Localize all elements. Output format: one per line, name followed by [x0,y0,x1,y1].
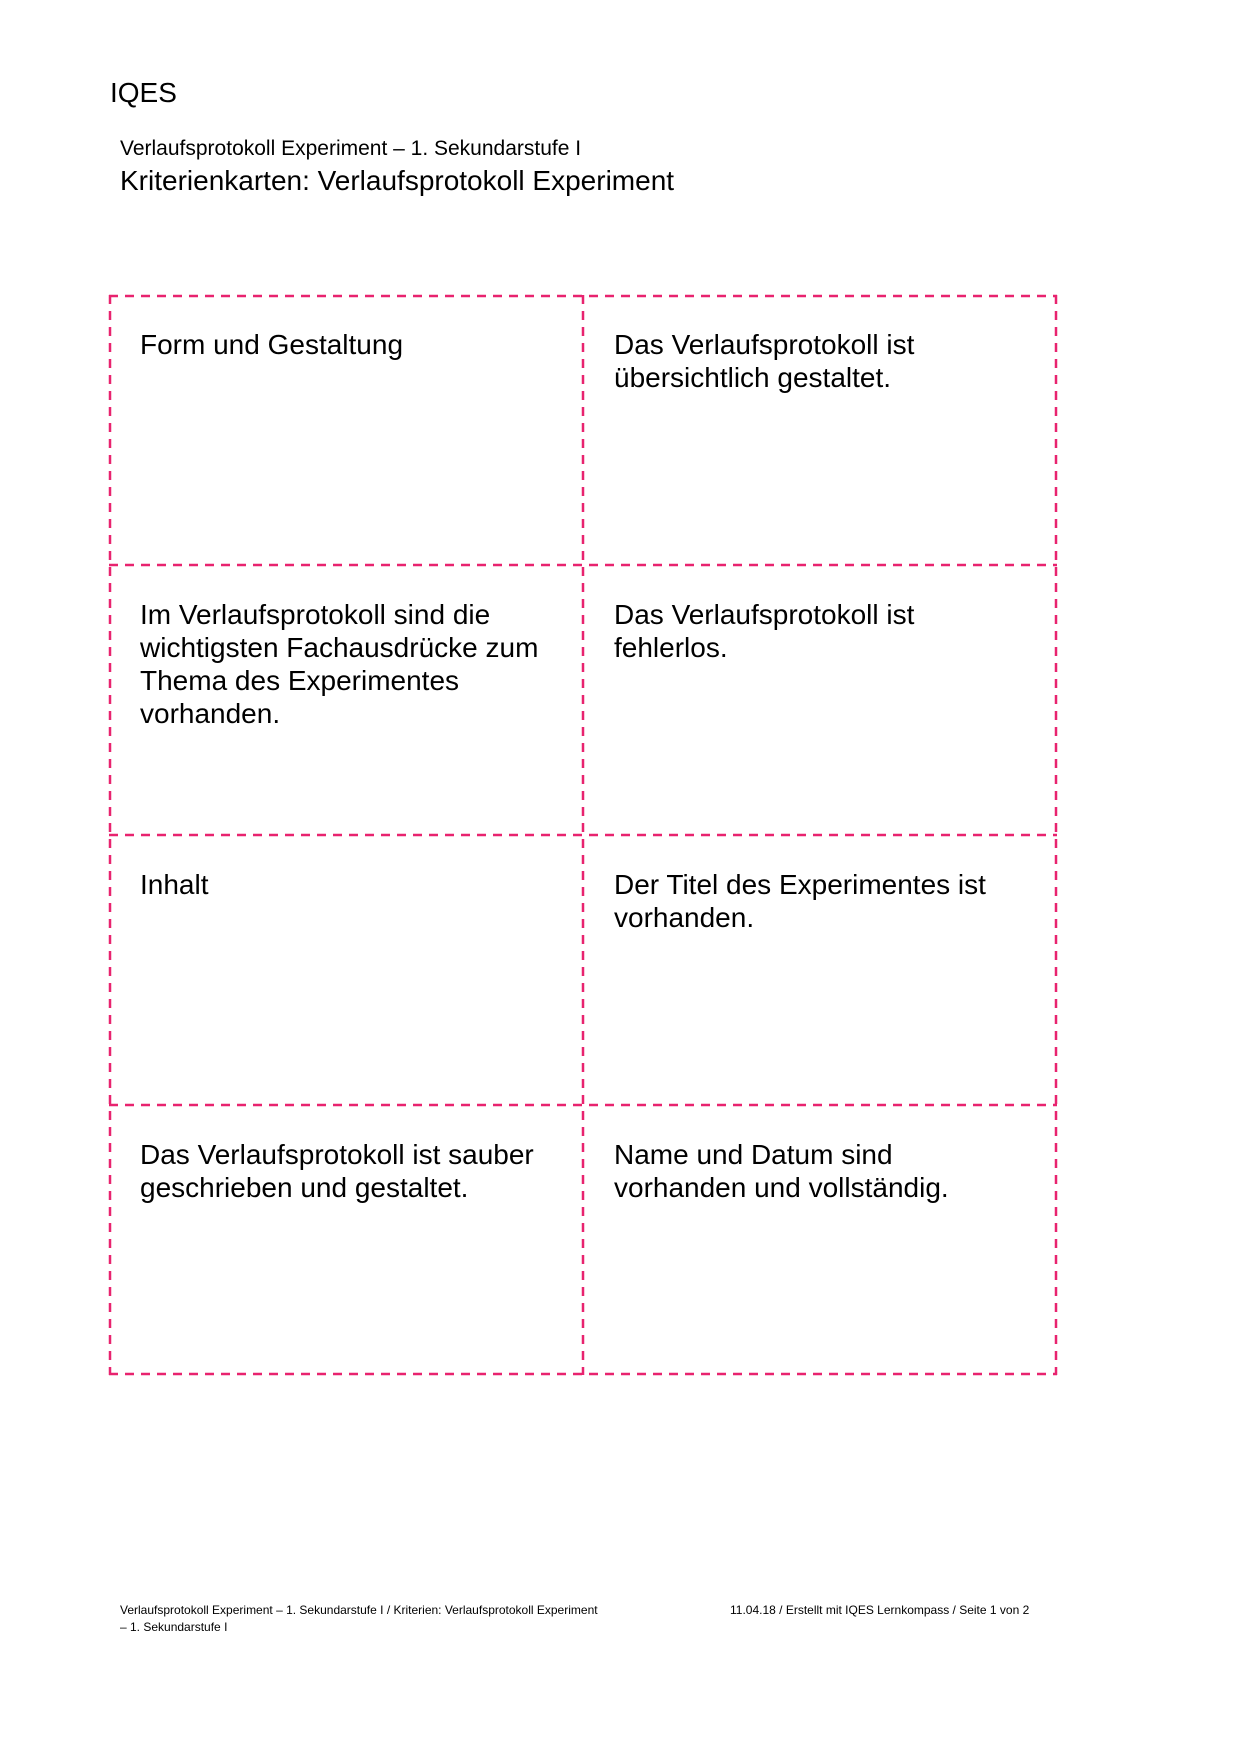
document-subtitle: Verlaufsprotokoll Experiment – 1. Sekundarstufe I [120,137,582,160]
criteria-card [583,1105,1057,1375]
card-text: Das Verlaufsprotokoll ist sauber geschrieben und gestaltet. [140,1139,534,1203]
card-text: Das Verlaufsprotokoll ist fehlerlos. [614,599,915,663]
card-text: Form und Gestaltung [140,329,404,360]
criteria-card [583,835,1057,1105]
criteria-card [109,565,583,835]
card-text: Inhalt [140,869,209,900]
footer-page-info: 11.04.18 / Erstellt mit IQES Lernkompass / Seite 1 von 2 [730,1603,1030,1617]
document-title: Kriterienkarten: Verlaufsprotokoll Experiment [120,165,675,196]
card-text: Der Titel des Experimentes ist vorhanden. [614,869,986,933]
footer-document-info: Verlaufsprotokoll Experiment – 1. Sekundarstufe I / Kriterien: Verlaufsprotokoll Experiment – 1. Sekundarstufe I [120,1603,598,1634]
criteria-card [583,295,1057,565]
criteria-card [109,295,583,565]
card-text: Im Verlaufsprotokoll sind die wichtigsten Fachausdrücke zum Thema des Experimentes vorhanden. [140,599,539,729]
brand-label: IQES [110,77,177,108]
card-text: Das Verlaufsprotokoll ist übersichtlich gestaltet. [614,329,915,393]
criteria-card [109,835,583,1105]
criteria-card-grid [109,295,1057,1375]
criteria-card [109,1105,583,1375]
criteria-card [583,565,1057,835]
card-text: Name und Datum sind vorhanden und vollständig. [614,1139,949,1203]
